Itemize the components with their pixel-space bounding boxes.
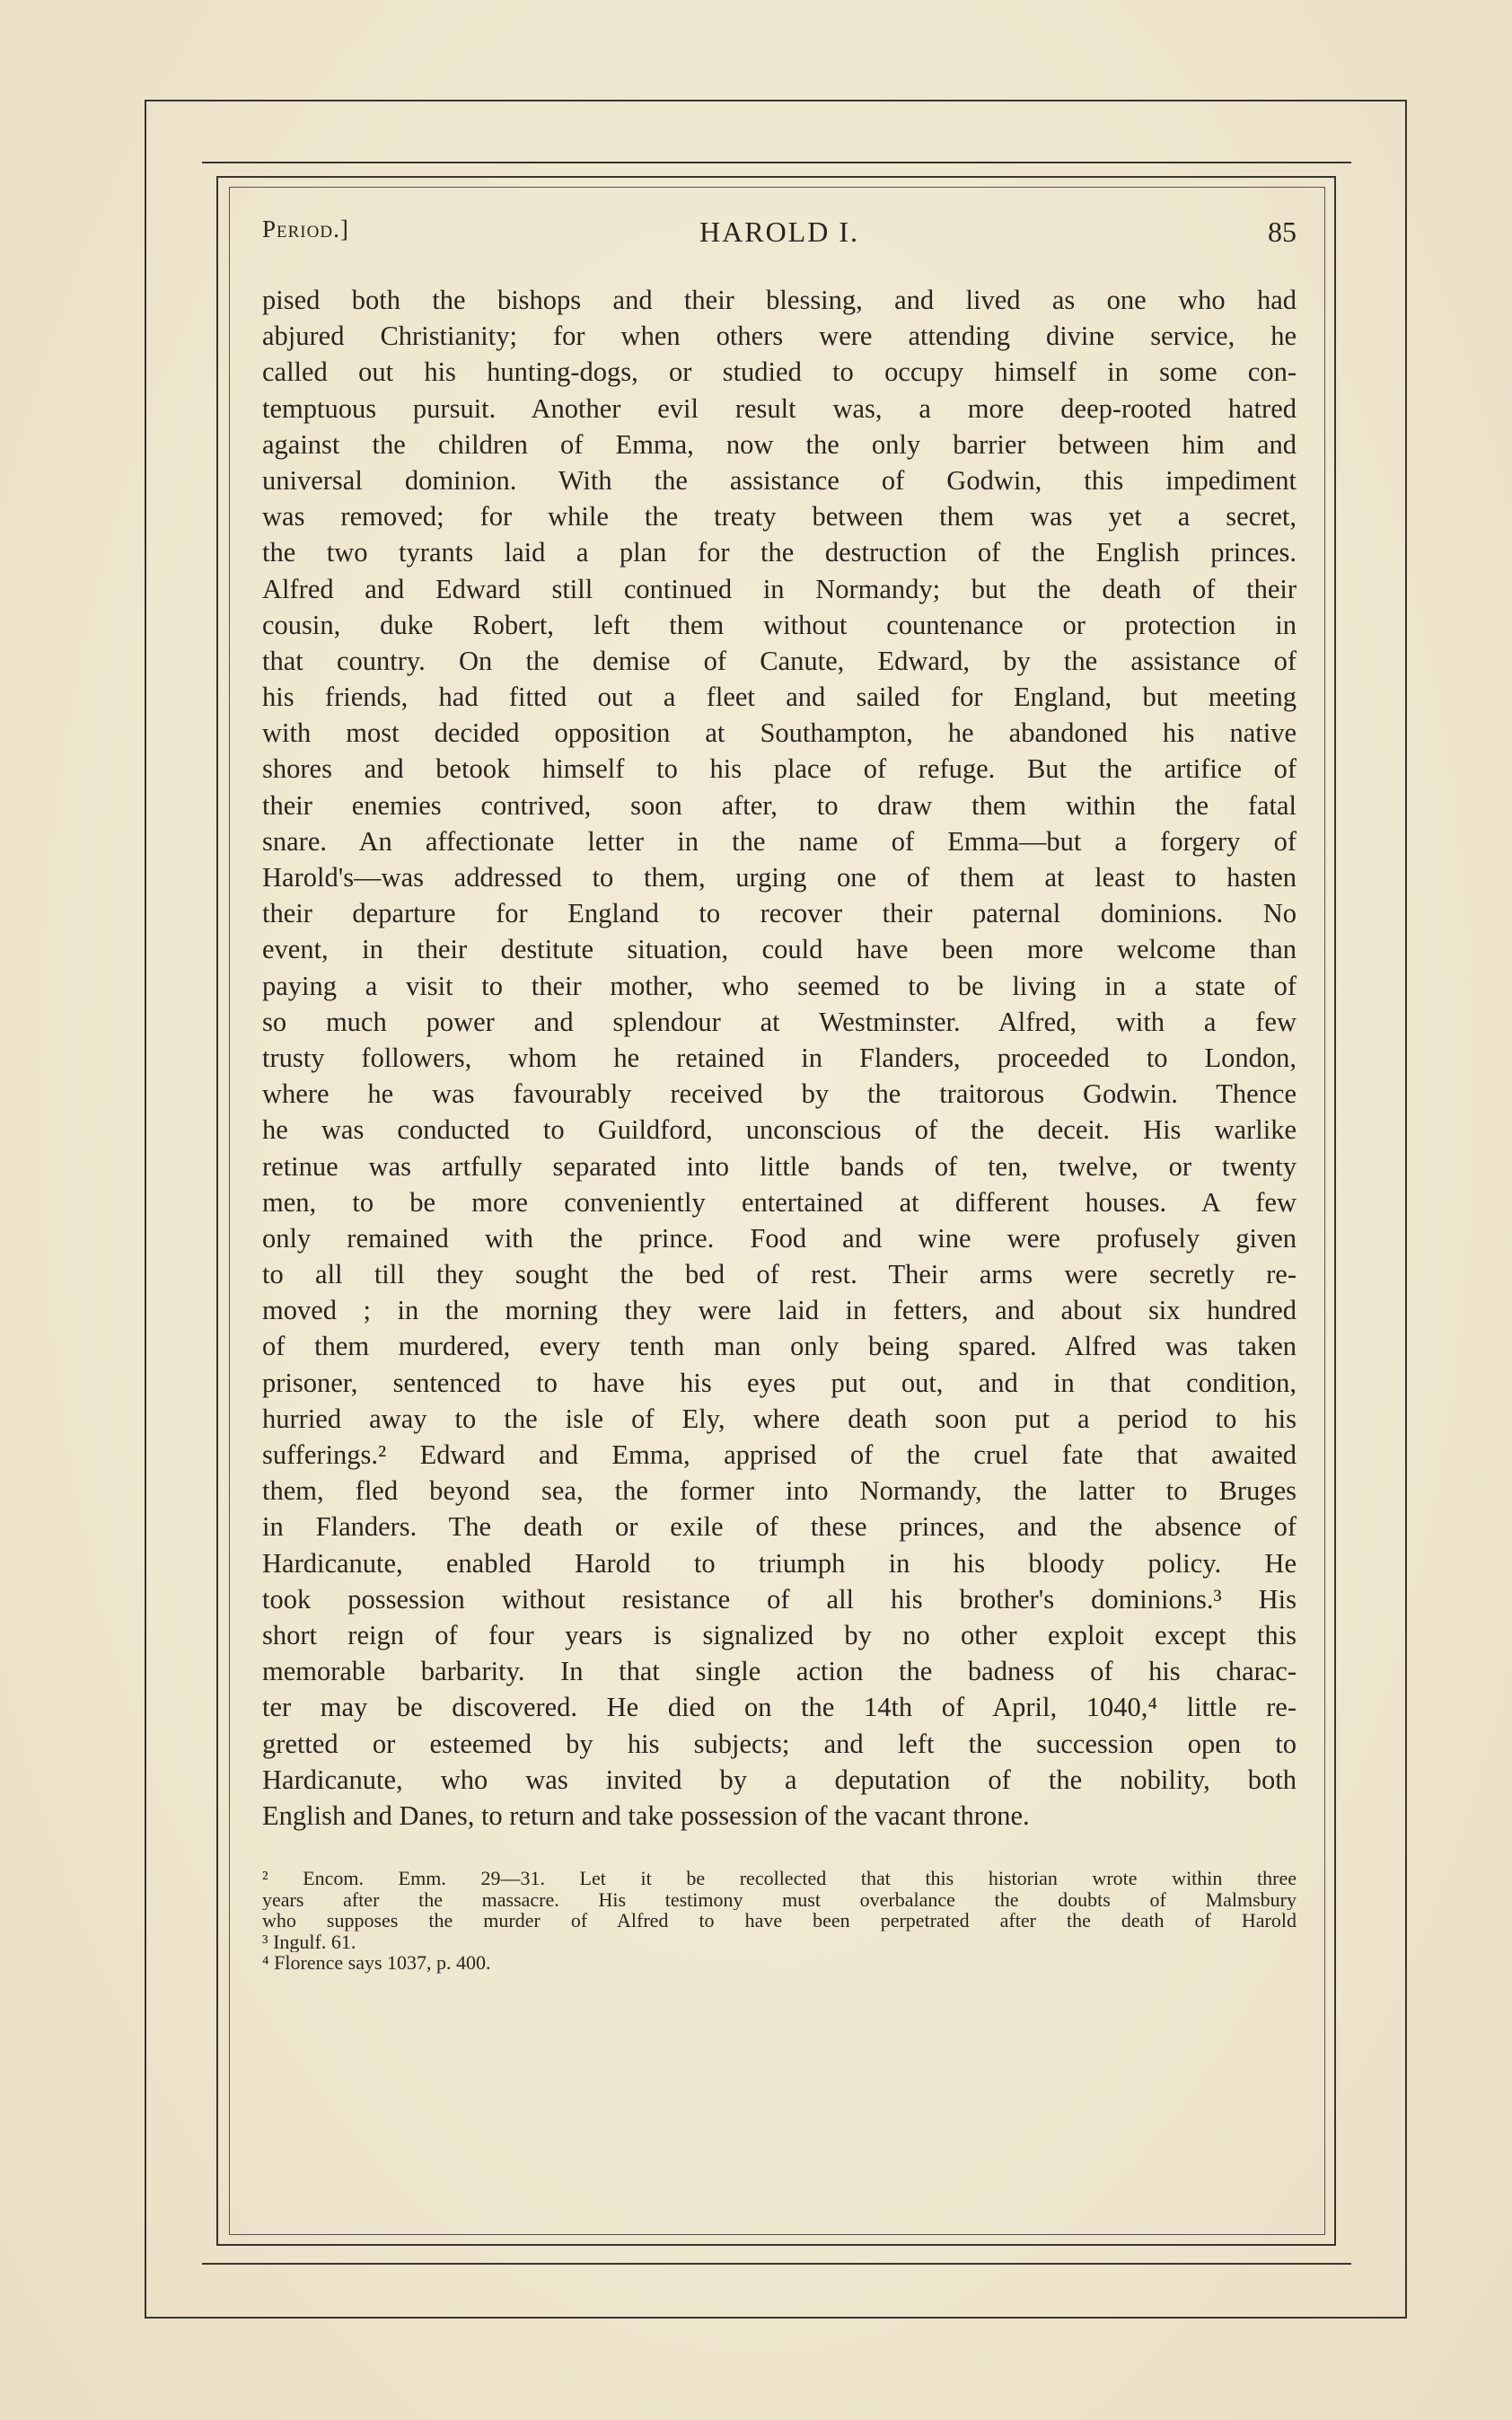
text-line: event, in their destitute situation, could have been more welcome than <box>262 934 1297 965</box>
frame-bottom-rule <box>202 2263 1351 2265</box>
text-line: that country. On the demise of Canute, Edward, by the assistance of <box>262 645 1297 676</box>
text-line: with most decided opposition at Southampton, he abandoned his native <box>262 717 1297 749</box>
text-line: Alfred and Edward still continued in Normandy; but the death of their <box>262 573 1297 604</box>
text-line: ter may be discovered. He died on the 14th of April, 1040,⁴ little re- <box>262 1692 1297 1723</box>
text-line: gretted or esteemed by his subjects; and left the succession open to <box>262 1728 1297 1759</box>
body-text <box>262 282 1297 1834</box>
text-line: short reign of four years is signalized by no other exploit except this <box>262 1619 1297 1650</box>
text-line: memorable barbarity. In that single action the badness of his charac- <box>262 1656 1297 1687</box>
text-line: paying a visit to their mother, who seemed to be living in a state of <box>262 970 1297 1001</box>
text-line: only remained with the prince. Food and wine were profusely given <box>262 1222 1297 1254</box>
text-line: universal dominion. With the assistance of Godwin, this impediment <box>262 464 1297 496</box>
text-line: men, to be more conveniently entertained at different houses. A few <box>262 1186 1297 1218</box>
text-line: moved ; in the morning they were laid in fetters, and about six hundred <box>262 1295 1297 1326</box>
footnote-line: who supposes the murder of Alfred to have been perpetrated after the death of Harold <box>262 1910 1297 1932</box>
text-line: Hardicanute, who was invited by a deputation of the nobility, both <box>262 1764 1297 1795</box>
running-header <box>262 216 1297 255</box>
text-line: retinue was artfully separated into little bands of ten, twelve, or twenty <box>262 1150 1297 1182</box>
text-line: against the children of Emma, now the only barrier between him and <box>262 428 1297 460</box>
text-line: them, fled beyond sea, the former into Normandy, the latter to Bruges <box>262 1475 1297 1507</box>
text-line: abjured Christianity; for when others were attending divine service, he <box>262 321 1297 352</box>
text-line: to all till they sought the bed of rest. Their arms were secretly re- <box>262 1259 1297 1290</box>
text-line: took possession without resistance of all his brother's dominions.³ His <box>262 1583 1297 1615</box>
text-line: Harold's—was addressed to them, urging one of them at least to hasten <box>262 862 1297 893</box>
footnotes <box>262 1868 1297 1974</box>
text-line: temptuous pursuit. Another evil result was, a more deep-rooted hatred <box>262 392 1297 424</box>
text-line: the two tyrants laid a plan for the destruction of the English princes. <box>262 537 1297 568</box>
text-line: English and Danes, to return and take possession of the vacant throne. <box>262 1800 1030 1831</box>
text-line: prisoner, sentenced to have his eyes put out, and in that condition, <box>262 1367 1297 1398</box>
text-line: he was conducted to Guildford, unconscious of the deceit. His warlike <box>262 1114 1297 1146</box>
page-number: 85 <box>1268 216 1297 248</box>
frame-top-rule <box>202 162 1351 163</box>
text-line: in Flanders. The death or exile of these princes, and the absence of <box>262 1511 1297 1543</box>
header-period: Period.] <box>262 216 349 242</box>
text-line: cousin, duke Robert, left them without countenance or protection in <box>262 609 1297 640</box>
text-line: trusty followers, whom he retained in Flanders, proceeded to London, <box>262 1042 1297 1073</box>
text-line: called out his hunting-dogs, or studied to occupy himself in some con- <box>262 356 1297 388</box>
text-line: his friends, had fitted out a fleet and sailed for England, but meeting <box>262 682 1297 713</box>
footnote-line: ⁴ Florence says 1037, p. 400. <box>262 1952 491 1974</box>
text-line: snare. An affectionate letter in the name of Emma—but a forgery of <box>262 825 1297 857</box>
text-line: so much power and splendour at Westminster. Alfred, with a few <box>262 1006 1297 1037</box>
header-title: HAROLD I. <box>699 216 859 248</box>
footnote-line: ³ Ingulf. 61. <box>262 1931 356 1952</box>
text-line: where he was favourably received by the traitorous Godwin. Thence <box>262 1078 1297 1110</box>
text-line: Hardicanute, enabled Harold to triumph in his bloody policy. He <box>262 1547 1297 1579</box>
text-line: shores and betook himself to his place of refuge. But the artifice of <box>262 753 1297 785</box>
footnote-line: years after the massacre. His testimony must overbalance the doubts of Malmsbury <box>262 1888 1297 1910</box>
footnote-line: ² Encom. Emm. 29—31. Let it be recollected that this historian wrote within three <box>262 1868 1297 1889</box>
text-line: hurried away to the isle of Ely, where death soon put a period to his <box>262 1403 1297 1434</box>
text-line: of them murdered, every tenth man only being spared. Alfred was taken <box>262 1331 1297 1362</box>
text-line: was removed; for while the treaty between them was yet a secret, <box>262 501 1297 532</box>
text-line: sufferings.² Edward and Emma, apprised of the cruel fate that awaited <box>262 1439 1297 1470</box>
text-line: pised both the bishops and their blessing, and lived as one who had <box>262 285 1297 315</box>
text-line: their enemies contrived, soon after, to draw them within the fatal <box>262 789 1297 821</box>
text-line: their departure for England to recover their paternal dominions. No <box>262 898 1297 929</box>
